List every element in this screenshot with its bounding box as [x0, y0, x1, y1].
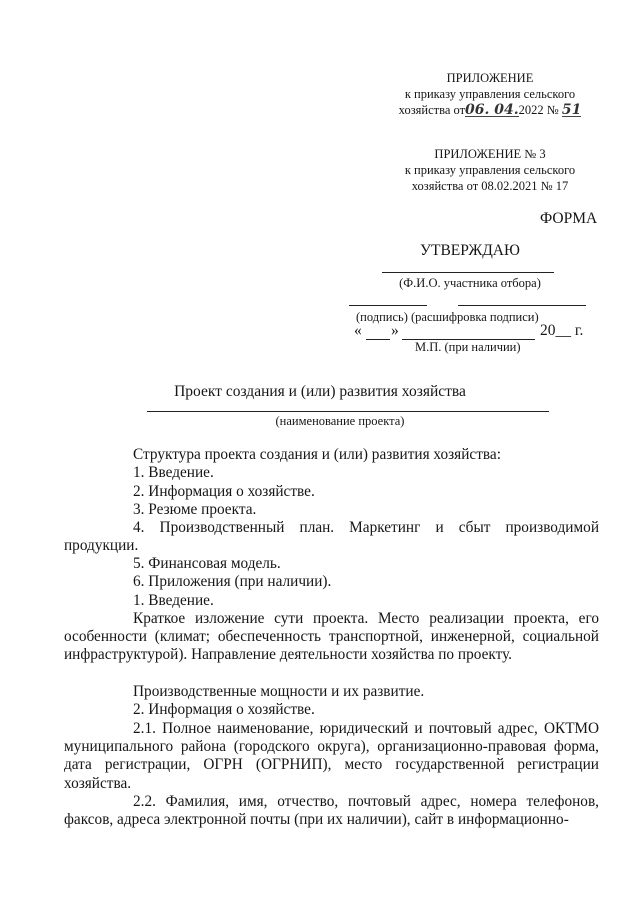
header-appendix-3 — [380, 146, 600, 194]
header-appendix-line2 — [380, 102, 600, 118]
fio-caption: (Ф.И.О. участника отбора) — [399, 276, 541, 290]
intro-paragraph-rest: особенности (климат; обеспеченность транспортной, инженерной, социальной инфраструктурой). Направление деятельности хозяйства по проекту. — [64, 628, 599, 664]
structure-item-4: 4. Производственный план. Маркетинг и сбыт производимой — [133, 519, 599, 537]
signature-decode-line — [458, 305, 586, 306]
header-appendix-3-title: ПРИЛОЖЕНИЕ № 3 — [434, 147, 546, 161]
paragraph-2-2-rest: факсов, адреса электронной почты (при их наличии), сайт в информационно- — [64, 811, 569, 828]
structure-item-1: 1. Введение. — [133, 464, 214, 482]
structure-list-continued — [64, 537, 599, 555]
paragraph-2-1-first-line: 2.1. Полное наименование, юридический и почтовый адрес, ОКТМО — [133, 719, 599, 737]
date-day-line — [366, 339, 390, 340]
project-name-line — [147, 411, 549, 412]
date-open-quote: « — [354, 322, 362, 339]
header-appendix-title: ПРИЛОЖЕНИЕ — [446, 71, 534, 85]
structure-list-tail — [133, 555, 599, 628]
header-date-prefix: хозяйства от — [398, 103, 466, 117]
structure-list — [133, 446, 599, 537]
project-title: Проект создания и (или) развития хозяйства — [174, 383, 466, 400]
header-appendix-3-line1: к приказу управления сельского — [404, 163, 576, 177]
intro-paragraph-first-line: Краткое изложение сути проекта. Место реализации проекта, его — [133, 609, 599, 627]
seal-caption: М.П. (при наличии) — [415, 340, 521, 354]
paragraph-2-2-block — [133, 793, 599, 811]
paragraph-2-2-first-line: 2.2. Фамилия, имя, отчество, почтовый адрес, номера телефонов, — [133, 793, 599, 810]
date-year: 20__ г. — [540, 322, 584, 339]
structure-item-3: 3. Резюме проекта. — [133, 500, 257, 518]
paragraph-2-1-rest: муниципального района (городского округа), организационно-правовая форма, дата регистрации, ОГРН (ОГРНИП), место государственной регистрации хозяйства. — [64, 738, 599, 792]
header-appendix — [380, 70, 600, 118]
info-heading: 2. Информация о хозяйстве. — [133, 701, 315, 719]
intro-heading: 1. Введение. — [133, 591, 214, 609]
project-name-caption: (наименование проекта) — [275, 414, 405, 428]
header-appendix-3-line2: хозяйства от 08.02.2021 № 17 — [411, 179, 569, 193]
header-appendix-line1: к приказу управления сельского — [404, 87, 576, 101]
info-block — [133, 683, 599, 738]
form-label: ФОРМА — [540, 210, 598, 227]
handwritten-order-number: 51 — [561, 102, 582, 118]
header-year-number: 2022 № — [518, 103, 559, 117]
structure-item-6: 6. Приложения (при наличии). — [133, 573, 332, 591]
structure-item-5: 5. Финансовая модель. — [133, 555, 281, 572]
structure-item-2: 2. Информация о хозяйстве. — [133, 482, 315, 500]
intro-paragraph-2: Производственные мощности и их развитие. — [133, 683, 425, 700]
signature-caption: (подпись) (расшифровка подписи) — [356, 310, 539, 324]
structure-title: Структура проекта создания и (или) развития хозяйства: — [133, 446, 501, 463]
handwritten-date: 06. 04. — [465, 102, 519, 118]
fio-line — [382, 272, 554, 273]
structure-item-4-continued: продукции. — [64, 537, 139, 554]
approve-title: УТВЕРЖДАЮ — [420, 242, 520, 259]
date-close-quote: » — [391, 322, 399, 339]
signature-line — [349, 305, 427, 306]
